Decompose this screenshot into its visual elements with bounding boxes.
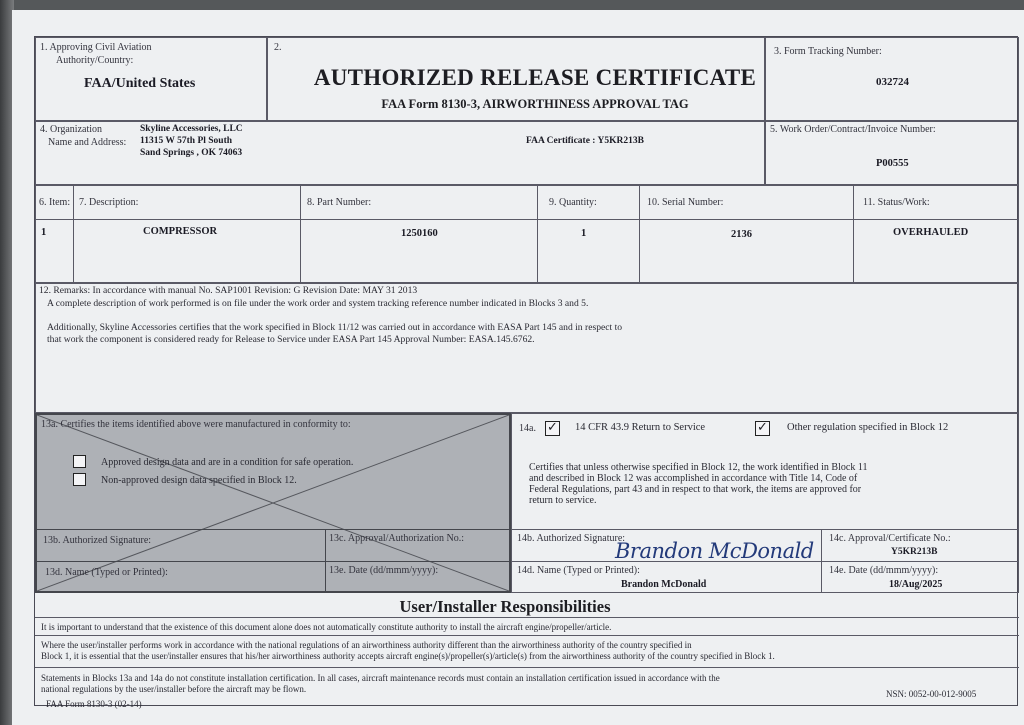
block-13d-label: 13d. Name (Typed or Printed): xyxy=(45,567,168,578)
non-approved-design-text: Non-approved design data specified in Block 12. xyxy=(101,475,297,486)
approved-design-checkbox[interactable] xyxy=(73,455,86,468)
table-divider xyxy=(35,219,1019,220)
responsibilities-p3a: Statements in Blocks 13a and 14a do not constitute installation certification. In all cases, aircraft maintenance records must contain an installation certification issued in accordance with the xyxy=(41,673,720,683)
responsibilities-p2b: Block 1, it is essential that the user/installer ensures that his/her airworthiness authority accepts aircraft engine(s)/propeller(s)/article(s) from the airworthiness authority of the country specified in Block 1. xyxy=(41,651,775,661)
header-description: 7. Description: xyxy=(79,197,139,208)
certification-line-3: Federal Regulations, part 43 and in respect to that work, the items are approved for xyxy=(529,484,862,495)
block-14a-label: 14a. xyxy=(519,423,536,434)
block-14b-label: 14b. Authorized Signature: xyxy=(517,533,626,544)
nsn-number: NSN: 0052-00-012-9005 xyxy=(886,689,977,699)
block-1 xyxy=(35,37,267,121)
part-number: 1250160 xyxy=(401,228,438,239)
col-divider xyxy=(537,185,538,283)
form-title: AUTHORIZED RELEASE CERTIFICATE xyxy=(313,65,757,90)
status-work: OVERHAULED xyxy=(893,227,969,238)
item-number: 1 xyxy=(41,227,47,238)
remarks-line-2: A complete description of work performed is on file under the work order and system tracking reference number indicated in Blocks 3 and 5. xyxy=(47,298,589,309)
block-13 xyxy=(35,413,511,593)
quantity: 1 xyxy=(581,228,587,239)
divider xyxy=(37,529,509,530)
block-13c-label: 13c. Approval/Authorization No.: xyxy=(329,533,464,544)
other-regulation-checkbox[interactable]: ✓ xyxy=(755,421,770,436)
remarks-line-3: Additionally, Skyline Accessories certifies that the work specified in Block 11/12 was carried out in accordance with EASA Part 145 and in respect to xyxy=(47,322,623,333)
organization-address-2: Sand Springs , OK 74063 xyxy=(140,148,243,158)
certification-line-1: Certifies that unless otherwise specified in Block 12, the work identified in Block 11 xyxy=(529,462,868,473)
non-approved-design-checkbox[interactable] xyxy=(73,473,86,486)
block-4-label: 4. Organization xyxy=(40,124,103,135)
block-4-label-2: Name and Address: xyxy=(48,137,127,148)
block-14c-label: 14c. Approval/Certificate No.: xyxy=(829,533,951,544)
faa-certificate: FAA Certificate : Y5KR213B xyxy=(526,136,644,146)
certificate-paper xyxy=(12,10,1024,725)
responsibilities-p3b: national regulations by the user/installer before the aircraft may be flown. xyxy=(41,684,307,694)
printed-name: Brandon McDonald xyxy=(621,579,707,590)
organization-address-1: 11315 W 57th Pl South xyxy=(140,136,233,146)
col-divider xyxy=(853,185,854,283)
divider xyxy=(325,529,326,591)
divider xyxy=(35,667,1019,668)
block-1-label: 1. Approving Civil Aviation xyxy=(40,42,152,53)
form-tracking-number: 032724 xyxy=(876,76,909,88)
work-order-number: P00555 xyxy=(876,158,909,169)
release-date: 18/Aug/2025 xyxy=(889,579,943,590)
block-3 xyxy=(765,37,1019,121)
remarks-line-4: that work the component is considered ready for Release to Service under EASA Part 145 Approval Number: EASA.145.6762. xyxy=(47,334,535,345)
item-description: COMPRESSOR xyxy=(143,226,218,237)
serial-number: 2136 xyxy=(731,229,752,240)
block-5 xyxy=(765,121,1019,185)
return-to-service-text: 14 CFR 43.9 Return to Service xyxy=(575,422,706,433)
block-13a-label: 13a. Certifies the items identified above were manufactured in conformity to: xyxy=(41,419,351,430)
remarks-line-1: 12. Remarks: In accordance with manual No. SAP1001 Revision: G Revision Date: MAY 31 2013 xyxy=(39,285,418,296)
block-5-label: 5. Work Order/Contract/Invoice Number: xyxy=(770,124,936,135)
header-status: 11. Status/Work: xyxy=(863,197,930,208)
responsibilities-title: User/Installer Responsibilities xyxy=(399,597,611,616)
other-regulation-text: Other regulation specified in Block 12 xyxy=(787,422,949,433)
block-13e-label: 13e. Date (dd/mmm/yyyy): xyxy=(329,565,439,576)
cross-out-lines xyxy=(37,415,509,591)
approving-authority: FAA/United States xyxy=(84,76,196,91)
certification-line-4: return to service. xyxy=(529,495,597,506)
divider xyxy=(511,529,1019,530)
block-14e-label: 14e. Date (dd/mmm/yyyy): xyxy=(829,565,939,576)
block-4 xyxy=(35,121,765,185)
header-item: 6. Item: xyxy=(39,197,71,208)
divider xyxy=(821,529,822,593)
divider xyxy=(35,617,1019,618)
block-3-label: 3. Form Tracking Number: xyxy=(774,46,882,57)
approved-design-text: Approved design data and are in a condition for safe operation. xyxy=(101,457,354,468)
col-divider xyxy=(73,185,74,283)
block-13b-label: 13b. Authorized Signature: xyxy=(43,535,152,546)
block-14d-label: 14d. Name (Typed or Printed): xyxy=(517,565,640,576)
divider xyxy=(35,635,1019,636)
form-8130-3 xyxy=(34,36,1018,706)
responsibilities-p1: It is important to understand that the existence of this document alone does not automatically constitute authority to install the aircraft engine/propeller/article. xyxy=(41,622,612,632)
return-to-service-checkbox[interactable]: ✓ xyxy=(545,421,560,436)
organization-name: Skyline Accessories, LLC xyxy=(140,124,243,134)
col-divider xyxy=(639,185,640,283)
authorized-signature: Brandon McDonald xyxy=(615,539,814,563)
form-identifier: FAA Form 8130-3 (02-14) xyxy=(46,699,142,709)
certification-line-2: and described in Block 12 was accomplished in accordance with Title 14, Code of xyxy=(529,473,858,484)
block-1-label-2: Authority/Country: xyxy=(56,55,134,66)
approval-certificate-number: Y5KR213B xyxy=(891,547,938,557)
responsibilities-p2a: Where the user/installer performs work in accordance with the national regulations of an airworthiness authority different than the airworthiness authority of the country specified in xyxy=(41,640,692,650)
block-2-label: 2. xyxy=(274,42,282,53)
header-part-number: 8. Part Number: xyxy=(307,197,372,208)
form-subtitle: FAA Form 8130-3, AIRWORTHINESS APPROVAL TAG xyxy=(381,97,689,111)
divider xyxy=(37,561,509,562)
header-quantity: 9. Quantity: xyxy=(549,197,597,208)
col-divider xyxy=(300,185,301,283)
header-serial-number: 10. Serial Number: xyxy=(647,197,724,208)
